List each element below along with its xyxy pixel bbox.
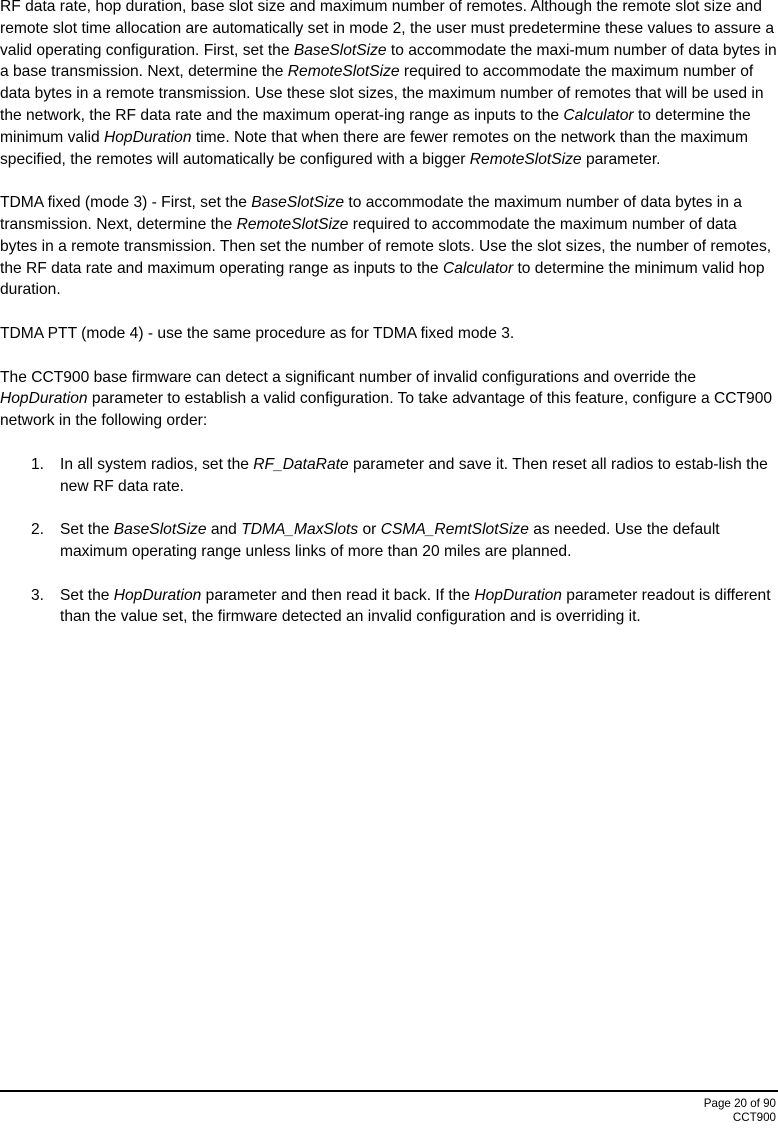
list-item (0, 519, 778, 563)
list-item (0, 585, 778, 629)
text-run: Set the (60, 586, 114, 604)
text-run: time. Note that when there are fewer remotes on the network than the maximum specified, the remotes will automatically be configured with a bigger (0, 128, 748, 168)
parameter-name: HopDuration (474, 586, 562, 604)
text-run: parameter and save it. Then reset all radios to estab-lish the new RF data rate. (60, 455, 768, 495)
parameter-name: RF_DataRate (253, 455, 349, 473)
parameter-name: RemoteSlotSize (469, 150, 582, 168)
step-number: 1. (31, 455, 45, 473)
step-text (60, 521, 720, 560)
page-footer (704, 1097, 776, 1124)
text-run: parameter. (581, 150, 661, 168)
text-run: and (206, 521, 242, 539)
step-text (60, 587, 771, 626)
text-run: or (358, 521, 381, 539)
text-run: The CCT900 base firmware can detect a significant number of invalid configurations and override the (0, 368, 697, 386)
text-run: to determine the minimum valid hop duration. (0, 259, 765, 299)
parameter-name: BaseSlotSize (293, 41, 387, 59)
text-run: as needed. Use the default maximum operating range unless links of more than 20 miles are planned. (60, 521, 720, 560)
text-run: required to accommodate the maximum number of data bytes in a remote transmission. Then set the number of remote slots. Use the slot sizes, the number of remotes, the RF data rate and maximum operating range as inputs to the (0, 215, 772, 277)
parameter-name: HopDuration (113, 586, 202, 604)
text-run: to accommodate the maximum number of data bytes in a transmission. Next, determine the (0, 194, 742, 233)
paragraph-tdma-ptt (0, 323, 778, 345)
parameter-name: BaseSlotSize (113, 521, 207, 539)
configuration-steps-list (0, 454, 778, 628)
parameter-name: Calculator (442, 259, 514, 277)
parameter-name: HopDuration (0, 390, 88, 408)
parameter-name: RemoteSlotSize (236, 215, 349, 233)
paragraph-firmware-override (0, 367, 778, 432)
page-number: Page 20 of 90 (703, 1097, 776, 1110)
text-run: In all system radios, set the (60, 455, 254, 473)
text-run: to determine the minimum valid (0, 106, 751, 146)
text-run: TDMA PTT (mode 4) - use the same procedure as for TDMA fixed mode 3. (0, 324, 515, 342)
text-run: required to accommodate the maximum number of data bytes in a remote transmission. Use these slot sizes, the maximum number of remotes that will be used in the network, the RF data rate and the maximum operat-ing range as inputs to the (0, 63, 764, 124)
paragraph-tdma-fixed (0, 192, 778, 301)
parameter-name: CSMA_RemtSlotSize (380, 521, 529, 539)
footer-divider (0, 1090, 778, 1092)
parameter-name: BaseSlotSize (251, 194, 345, 212)
text-run: RF data rate, hop duration, base slot size and maximum number of remotes. Although the remote slot size and remote slot time allocation are automatically set in mode 2, the user must predetermine these values to assure a valid operating configuration. First, set the (0, 0, 775, 59)
parameter-name: TDMA_MaxSlots (241, 521, 359, 539)
document-name: CCT900 (732, 1110, 776, 1124)
parameter-name: Calculator (563, 106, 634, 124)
text-run: TDMA fixed (mode 3) - First, set the (0, 194, 252, 212)
list-item (0, 454, 778, 498)
step-number: 3. (31, 586, 45, 604)
text-run: to accommodate the maxi-mum number of data bytes in a base transmission. Next, determine the (0, 41, 777, 81)
text-run: parameter to establish a valid configuration. To take advantage of this feature, configure a CCT900 network in the following order: (0, 390, 773, 430)
text-run: parameter readout is different than the value set, the firmware detected an invalid configuration and is overriding it. (60, 586, 771, 626)
step-text (60, 456, 768, 495)
paragraph-mode2-setup (0, 0, 778, 170)
text-run: parameter and then read it back. If the (201, 586, 475, 604)
parameter-name: RemoteSlotSize (287, 63, 400, 81)
text-run: Set the (60, 521, 114, 539)
step-number: 2. (31, 521, 45, 539)
parameter-name: HopDuration (103, 128, 192, 146)
